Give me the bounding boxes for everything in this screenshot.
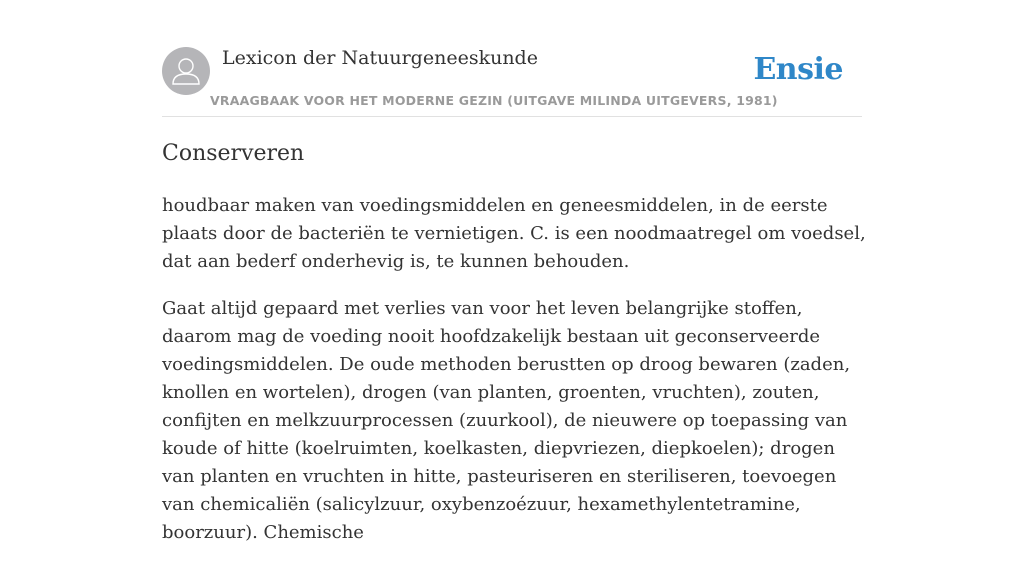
entry-paragraph-1: houdbaar maken van voedingsmiddelen en geneesmiddelen, in de eerste plaats door de bacteriën te vernietigen. C. is een noodmaatregel om voedsel, dat aan bederf onderhevig is, te kunnen behouden. [162,195,866,272]
entry-title: Conserveren [162,141,305,166]
user-silhouette-icon [162,47,210,95]
entry-paragraph-2: Gaat altijd gepaard met verlies van voor het leven belangrijke stoffen, daarom mag de voeding nooit hoofdzakelijk bestaan uit geconserveerde voedingsmiddelen. De oude methoden berustten op droog bewaren (zaden, knollen en wortelen), drogen (van planten, groenten, vruchten), zouten, confijten en melkzuurprocessen (zuurkool), de nieuwere op toepassing van koude of hitte (koelruimten, koelkasten, diepvriezen, diepkoelen); drogen van planten en vruchten in hitte, pasteuriseren en steriliseren, toevoegen van chemicaliën (salicylzuur, oxybenzoézuur, hexamethylentetramine, boorzuur). Chemische [162,298,851,543]
book-title[interactable]: Lexicon der Natuurgeneeskunde [222,47,538,69]
user-icon[interactable] [162,47,210,95]
book-subtitle: VRAAGBAAK VOOR HET MODERNE GEZIN (UITGAVE MILINDA UITGEVERS, 1981) [210,93,778,108]
header [162,46,862,117]
entry-content [162,138,868,566]
ensie-logo[interactable]: Ensie [753,52,843,87]
